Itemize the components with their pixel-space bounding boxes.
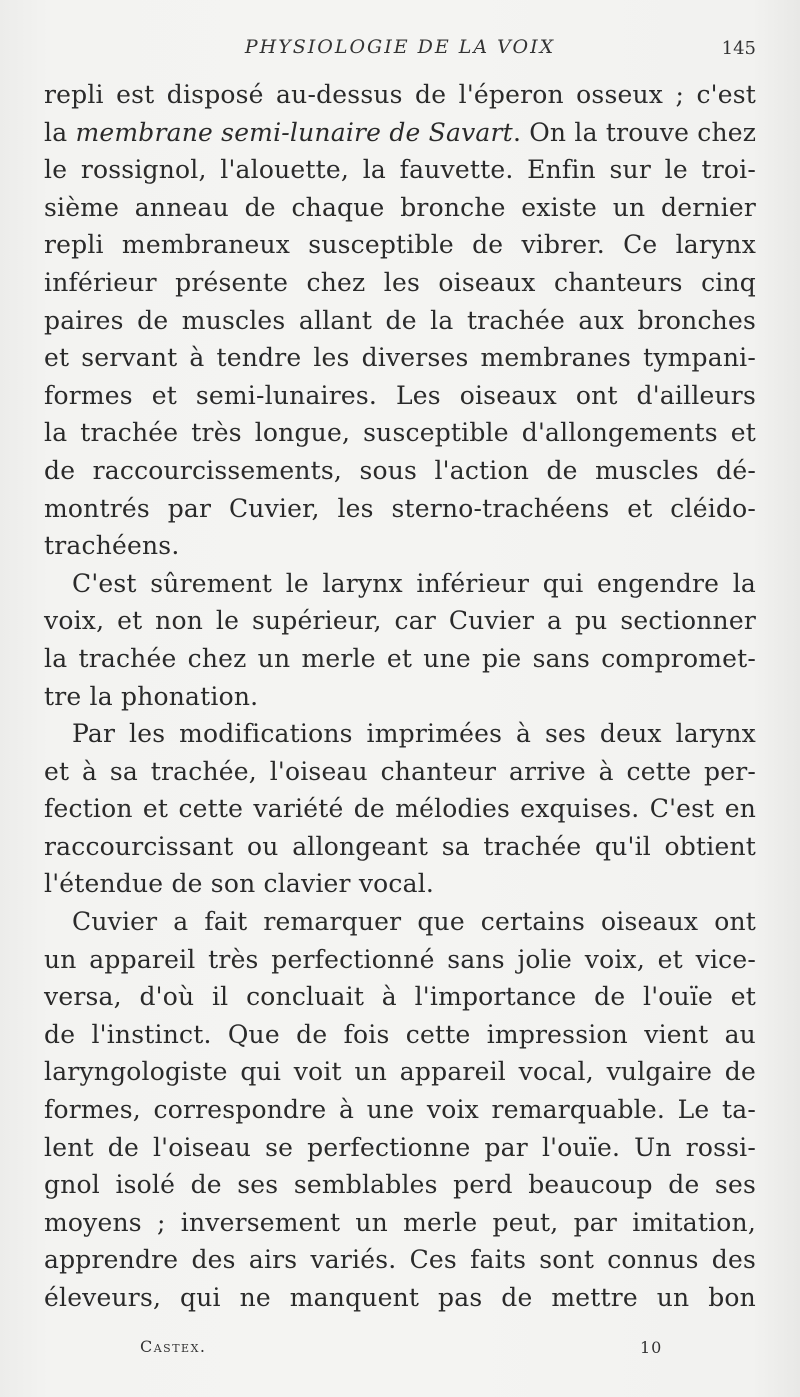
text-line: repli membraneux susceptible de vibrer. Ce larynx	[44, 230, 756, 260]
text-line: de raccourcissements, sous l'action de muscles dé-	[44, 455, 756, 485]
text-line: apprendre des airs variés. Ces faits sont connus des	[44, 1245, 756, 1275]
text-line: un appareil très perfectionné sans jolie voix, et vice-	[44, 944, 756, 974]
text-line: l'étendue de son clavier vocal.	[44, 869, 435, 899]
text-line: laryngologiste qui voit un appareil vocal, vulgaire de	[44, 1057, 756, 1087]
text-line: Cuvier a fait remarquer que certains oiseaux ont	[72, 907, 756, 937]
text-line: moyens ; inversement un merle peut, par imitation,	[44, 1207, 756, 1237]
page-number: 145	[721, 38, 756, 59]
text-line: éleveurs, qui ne manquent pas de mettre un bon	[44, 1283, 756, 1312]
italic-term: membrane semi-lunaire de Savart	[75, 117, 513, 147]
text-line: Par les modifications imprimées à ses deux larynx	[72, 719, 756, 749]
text-line	[44, 114, 756, 152]
text-line: et servant à tendre les diverses membranes tympani-	[44, 343, 756, 373]
text-line: formes et semi-lunaires. Les oiseaux ont d'ailleurs	[44, 380, 756, 410]
signature-number: 10	[640, 1338, 663, 1357]
text-line: la trachée très longue, susceptible d'allongements et	[44, 418, 756, 448]
text-line: inférieur présente chez les oiseaux chanteurs cinq	[44, 267, 756, 297]
text-line: paires de muscles allant de la trachée aux bronches	[44, 305, 756, 335]
text-line: de l'instinct. Que de fois cette impression vient au	[44, 1019, 756, 1049]
text-run: . On la trouve chez	[512, 117, 757, 147]
text-line: C'est sûrement le larynx inférieur qui engendre la	[72, 568, 756, 598]
text-line: et à sa trachée, l'oiseau chanteur arrive à cette per-	[44, 756, 756, 786]
running-title: PHYSIOLOGIE DE LA VOIX	[244, 36, 556, 58]
text-line: versa, d'où il concluait à l'importance de l'ouïe et	[44, 982, 756, 1012]
text-line: trachéens.	[44, 531, 180, 561]
text-line: fection et cette variété de mélodies exquises. C'est en	[44, 794, 756, 824]
text-line: raccourcissant ou allongeant sa trachée qu'il obtient	[44, 831, 756, 861]
text-line: repli est disposé au-dessus de l'éperon osseux ; c'est	[44, 80, 756, 109]
text-line: formes, correspondre à une voix remarquable. Le ta-	[44, 1095, 756, 1125]
text-line: gnol isolé de ses semblables perd beaucoup de ses	[44, 1170, 756, 1200]
text-line: sième anneau de chaque bronche existe un dernier	[44, 192, 756, 222]
text-line: tre la phonation.	[44, 681, 259, 711]
printer-signature: Castex.	[140, 1337, 207, 1356]
text-run: la	[44, 117, 76, 147]
text-line: montrés par Cuvier, les sterno-trachéens et cléido-	[44, 493, 756, 523]
text-line: le rossignol, l'alouette, la fauvette. Enfin sur le troi-	[44, 155, 756, 185]
running-head	[0, 36, 800, 62]
text-line: voix, et non le supérieur, car Cuvier a pu sectionner	[44, 606, 756, 636]
text-line: lent de l'oiseau se perfectionne par l'ouïe. Un rossi-	[44, 1132, 756, 1162]
body-text	[44, 76, 756, 1317]
text-line: la trachée chez un merle et une pie sans compromet-	[44, 643, 756, 673]
